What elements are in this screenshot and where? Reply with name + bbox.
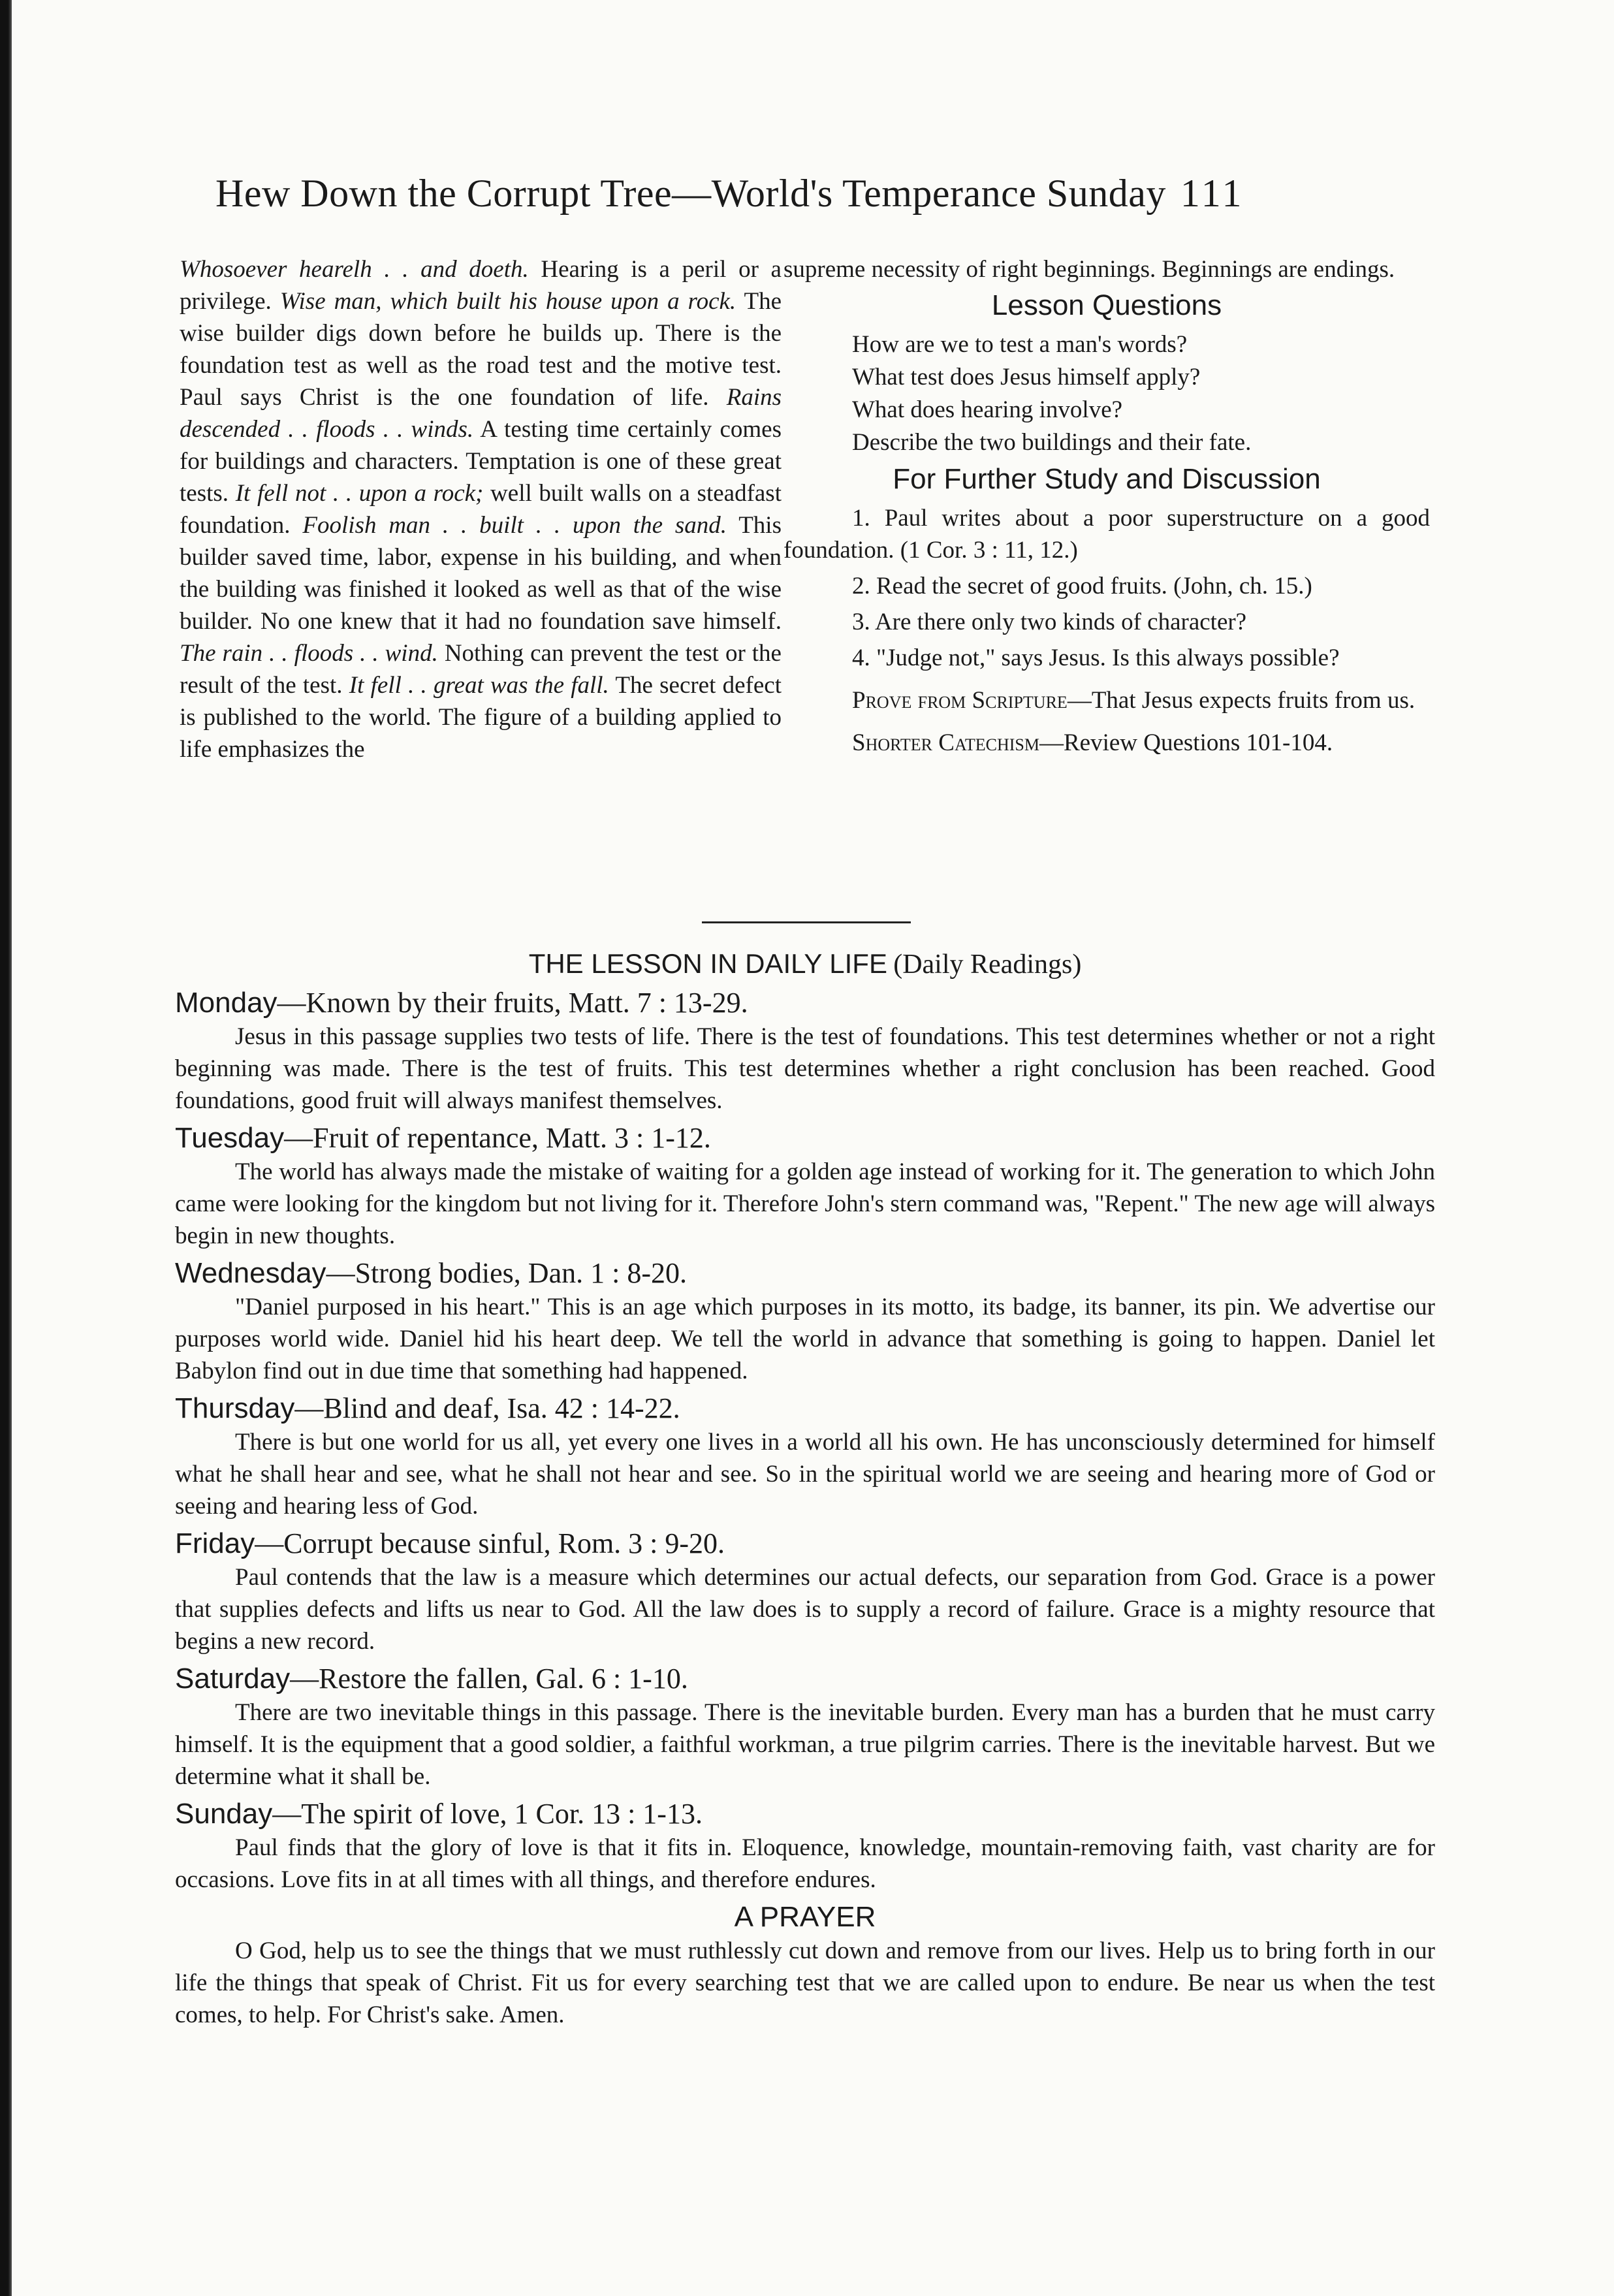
commentary-text: A testing time certainly comes for buildings and characters. Temptation is one of these great tests. [180,416,782,507]
day-name: Wednesday [175,1257,326,1289]
lesson-questions-heading: Lesson Questions [991,289,1222,321]
prove-label: Prove from Scripture [852,687,1068,714]
scripture-quote: Whosoever hearelh . . and doeth. [180,256,529,283]
day-reading-friday: Paul contends that the law is a measure which determines our actual defects, our separation from God. Grace is a power that supplies defects and lifts us near to God. All the law does is to supply a record of failure. Grace is a mighty resource that begins a new record. [175,1564,1435,1655]
commentary-text: The secret defect is published to the world. The figure of a building applied to life emphasizes the [180,672,782,763]
left-column [180,253,782,765]
question-item: What test does Jesus himself apply? [852,364,1201,391]
commentary-paragraph [180,253,782,765]
day-name: Friday [175,1527,255,1559]
scripture-quote: Rains descended . . floods . . winds. [180,384,782,443]
day-heading-friday [175,1526,1435,1561]
commentary-text: well built walls on a steadfast foundation. [180,480,782,539]
daily-life-subtitle: (Daily Readings) [893,949,1082,980]
prayer-heading: A PRAYER [734,1901,876,1933]
scan-edge [0,0,12,2296]
question-item: Describe the two buildings and their fate. [852,429,1252,456]
prayer-text: O God, help us to see the things that we must ruthlessly cut down and remove from our lives. Help us to bring forth in our life the things that speak of Christ. Fit us for every searching test that we are called upon to endure. Be near us when the test comes, to help. For Christ's sake. Amen. [175,1937,1435,2028]
scripture-quote: The rain . . floods . . wind. [180,640,438,667]
running-title: Hew Down the Corrupt Tree—World's Temperance Sunday [215,172,1166,215]
day-heading-wednesday [175,1256,1435,1291]
prove-text: —That Jesus expects fruits from us. [1067,687,1416,714]
page-number: 111 [1180,172,1244,215]
question-item: How are we to test a man's words? [852,331,1188,358]
scripture-quote: Wise man, which built his house upon a rock. [279,288,736,315]
day-reference: —Fruit of repentance, Matt. 3 : 1-12. [284,1122,711,1154]
page-header [215,171,1489,216]
day-reading-wednesday: "Daniel purposed in his heart." This is an age which purposes in its motto, its badge, its banner, its pin. We advertise our purposes world wide. Daniel hid his heart deep. We tell the world in advance that something is going to happen. Daniel let Babylon find out in due time that something had happened. [175,1294,1435,1384]
day-reading-tuesday: The world has always made the mistake of waiting for a golden age instead of working for it. The generation to which John came were looking for the kingdom but not living for it. Therefore John's stern command was, "Repent." The new age will always begin in new thoughts. [175,1158,1435,1249]
day-reference: —Corrupt because sinful, Rom. 3 : 9-20. [255,1527,725,1559]
scripture-quote: Foolish man . . built . . upon the sand. [302,512,727,539]
daily-life-heading [175,946,1435,984]
day-reading-thursday: There is but one world for us all, yet every one lives in a world all his own. He has unconsciously determined for himself what he shall hear and see, what he shall not hear and see. So in the spiritual world we are seeing and hearing more of God or seeing and hearing less of God. [175,1429,1435,1520]
scripture-quote: It fell not . . upon a rock; [235,480,484,507]
day-heading-monday [175,985,1435,1021]
day-name: Monday [175,987,277,1019]
day-name: Thursday [175,1392,295,1424]
right-column [783,253,1430,763]
catechism-label: Shorter Catechism [852,729,1039,756]
day-reference: —Restore the fallen, Gal. 6 : 1-10. [290,1663,688,1695]
day-reference: —Strong bodies, Dan. 1 : 8-20. [326,1257,687,1289]
lesson-questions-list [783,328,1430,459]
commentary-continuation: supreme necessity of right beginnings. Beginnings are endings. [783,256,1395,283]
commentary-text: This builder saved time, labor, expense in his building, and when the building was finished it looked as well as that of the wise builder. No one knew that it had no foundation save himself. [180,512,782,635]
commentary-text: The wise builder digs down before he builds up. There is the foundation test as well as the road test and the motive test. Paul says Christ is the one foundation of life. [180,288,782,411]
day-reading-saturday: There are two inevitable things in this passage. There is the inevitable burden. Every man has a burden that he must carry himself. It is the equipment that a good soldier, a faithful workman, a true pilgrim carries. There is the inevitable harvest. But we determine what it shall be. [175,1699,1435,1790]
day-heading-sunday [175,1796,1435,1832]
question-item: What does hearing involve? [852,396,1123,423]
study-item: 3. Are there only two kinds of character? [852,609,1247,635]
day-name: Sunday [175,1798,273,1830]
commentary-text: Hearing is a peril or a privilege. [180,256,782,315]
day-reading-sunday: Paul finds that the glory of love is that it fits in. Eloquence, knowledge, mountain-removing faith, vast charity are for occasions. Love fits in at all times with all things, and therefore endures. [175,1834,1435,1893]
prove-from-scripture [783,684,1430,716]
catechism-text: —Review Questions 101-104. [1039,729,1333,756]
study-item: 2. Read the secret of good fruits. (John, ch. 15.) [852,573,1312,599]
day-name: Saturday [175,1663,291,1695]
further-study-heading: For Further Study and Discussion [893,463,1321,495]
daily-life-title: THE LESSON IN DAILY LIFE [528,948,887,979]
day-heading-saturday [175,1661,1435,1697]
daily-life-section [175,946,1435,2031]
day-name: Tuesday [175,1122,285,1154]
day-reference: —Known by their fruits, Matt. 7 : 13-29. [277,987,748,1019]
study-item: 1. Paul writes about a poor superstructure on a good foundation. (1 Cor. 3 : 11, 12.) [783,505,1430,564]
shorter-catechism [783,727,1430,759]
study-item: 4. "Judge not," says Jesus. Is this always possible? [852,645,1340,671]
day-reading-monday: Jesus in this passage supplies two tests of life. There is the test of foundations. This test determines whether or not a right beginning was made. There is the test of fruits. This test determines whether a right conclusion has been reached. Good foundations, good fruit will always manifest themselves. [175,1023,1435,1114]
further-study-list [783,502,1430,759]
day-reference: —Blind and deaf, Isa. 42 : 14-22. [294,1392,680,1424]
section-divider [702,921,911,923]
commentary-text: Nothing can prevent the test or the result of the test. [180,640,782,699]
scripture-quote: It fell . . great was the fall. [349,672,609,699]
day-heading-thursday [175,1391,1435,1426]
day-heading-tuesday [175,1121,1435,1156]
day-reference: —The spirit of love, 1 Cor. 13 : 1-13. [272,1798,703,1830]
